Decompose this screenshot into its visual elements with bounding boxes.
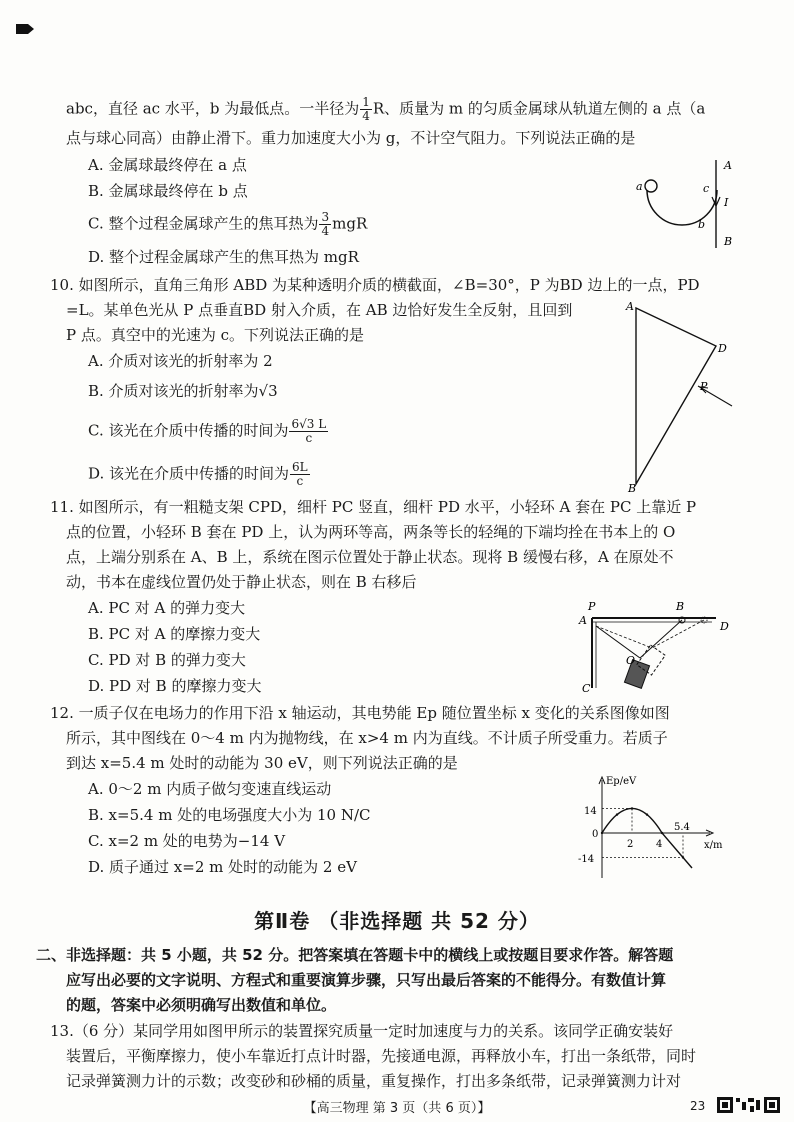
x-tick-2: 2 <box>627 839 634 850</box>
q11-option-b: B. PC 对 A 的摩擦力变大 <box>88 625 261 643</box>
part2-line2: 应写出必要的文字说明、方程式和重要演算步骤，只写出最后答案的不能得分。有数值计算 <box>66 971 667 989</box>
q12-line2: 所示，其中图线在 0～4 m 内为抛物线，在 x>4 m 内为直线。不计质子所受重力。若质子 <box>66 729 668 747</box>
svg-text:A: A <box>724 159 732 172</box>
q13-line3: 记录弹簧测力计的示数；改变砂和砂桶的质量，重复操作，打出多条纸带，记录弹簧测力计对 <box>66 1072 682 1090</box>
q9-option-a: A. 金属球最终停在 a 点 <box>88 156 247 174</box>
svg-text:A: A <box>579 614 587 627</box>
data-point <box>646 813 648 815</box>
y-axis-label: Ep/eV <box>606 776 637 787</box>
q10-line3: P 点。真空中的光速为 c。下列说法正确的是 <box>66 326 365 344</box>
q12-line1: 12. 一质子仅在电场力的作用下沿 x 轴运动，其电势能 Ep 随位置坐标 x 变化的关系图像如图 <box>50 704 670 722</box>
ep-curve <box>602 809 692 869</box>
q9-option-d: D. 整个过程金属球产生的焦耳热为 mgR <box>88 248 359 266</box>
svg-text:I: I <box>724 196 729 209</box>
y-tick-0: 0 <box>592 829 599 840</box>
ep-x-chart <box>570 772 740 884</box>
svg-text:B: B <box>676 600 685 613</box>
svg-text:C: C <box>582 682 591 695</box>
svg-text:B: B <box>724 235 733 248</box>
q12-option-a: A. 0～2 m 内质子做匀变速直线运动 <box>88 780 332 798</box>
semicircle-track <box>647 190 717 225</box>
q12-option-d: D. 质子通过 x=2 m 处时的动能为 2 eV <box>88 858 357 876</box>
svg-text:D: D <box>720 620 729 633</box>
q13-line2: 装置后，平衡摩擦力，使小车靠近打点计时器，先接通电源，再释放小车，打出一条纸带，同时 <box>66 1047 697 1065</box>
x-tick-4: 4 <box>656 839 663 850</box>
y-tick-14: 14 <box>584 806 597 817</box>
q10-option-b: B. 介质对该光的折射率为√3 <box>88 382 278 400</box>
section-title: 第Ⅱ卷 （非选择题 共 52 分） <box>254 909 540 933</box>
q11-line3: 点，上端分别系在 A、B 上，系统在图示位置处于静止状态。现将 B 缓慢右移，A 在原处不 <box>66 548 674 566</box>
q11-option-d: D. PD 对 B 的摩擦力变大 <box>88 677 262 695</box>
x-axis-label: x/m <box>704 840 723 851</box>
data-point <box>682 856 684 858</box>
q11-option-a: A. PC 对 A 的弹力变大 <box>88 599 246 617</box>
triangle-abd <box>636 308 716 484</box>
svg-text:A: A <box>626 300 634 313</box>
q9-option-b: B. 金属球最终停在 b 点 <box>88 182 248 200</box>
q9-figure <box>628 152 738 252</box>
svg-text:P: P <box>588 600 596 613</box>
q10-option-d: D. 该光在介质中传播的时间为 $\frac{6L}{c}$ <box>88 460 308 488</box>
q9-fraction: $\frac{1}{4}$ <box>362 95 370 123</box>
metal-ball <box>645 180 657 192</box>
q11-option-c: C. PD 对 B 的弹力变大 <box>88 651 246 669</box>
q9-line1: abc，直径 ac 水平，b 为最低点。一半径为 $\frac{1}{4}$ R、质量为 m 的匀质金属球从轨道左侧的 a 点（a <box>66 95 706 123</box>
q10-figure <box>622 296 742 496</box>
svg-text:O: O <box>626 654 636 667</box>
q12-line3: 到达 x=5.4 m 处时的动能为 30 eV，则下列说法正确的是 <box>66 754 458 772</box>
page-code: 23 <box>690 1099 706 1113</box>
part2-line1: 二、非选择题：共 5 小题，共 52 分。把答案填在答题卡中的横线上或按题目要求作答。解答题 <box>36 946 674 964</box>
svg-text:a: a <box>636 180 643 193</box>
q10-option-a: A. 介质对该光的折射率为 2 <box>88 352 273 370</box>
page-footer: 【高三物理 第 3 页（共 6 页）】 <box>303 1101 491 1116</box>
q11-line4: 动，书本在虚线位置仍处于静止状态，则在 B 右移后 <box>66 573 417 591</box>
q9-line2: 点与球心同高）由静止滑下。重力加速度大小为 g，不计空气阻力。下列说法正确的是 <box>66 129 636 147</box>
svg-text:c: c <box>703 182 710 195</box>
q11-line2: 点的位置，小轻环 B 套在 PD 上，认为两环等高，两条等长的轻绳的下端均拴在书本上的 O <box>66 523 676 541</box>
q10-line1: 10. 如图所示，直角三角形 ABD 为某种透明介质的横截面，∠B=30°，P 为BD 边上的一点，PD <box>50 276 700 294</box>
data-point <box>601 832 603 834</box>
y-tick-neg14: -14 <box>578 854 595 865</box>
svg-text:b: b <box>698 218 706 231</box>
part2-line3: 的题，答案中必须明确写出数值和单位。 <box>66 996 337 1014</box>
svg-text:P: P <box>700 380 708 393</box>
q10-option-c: C. 该光在介质中传播的时间为 $\frac{6√3 L}{c}$ <box>88 417 327 445</box>
q9-option-c: C. 整个过程金属球产生的焦耳热为 $\frac{3}{4}$ mgR <box>88 210 368 238</box>
q10-line2: =L。某单色光从 P 点垂直BD 射入介质，在 AB 边恰好发生全反射，且回到 <box>66 301 573 319</box>
qr-code-icon <box>716 1096 782 1114</box>
svg-text:B: B <box>628 482 637 495</box>
data-point <box>661 832 663 834</box>
q11-line1: 11. 如图所示，有一粗糙支架 CPD，细杆 PC 竖直，细杆 PD 水平，小轻环 A 套在 PC 上靠近 P <box>50 498 697 516</box>
svg-text:D: D <box>718 342 727 355</box>
q12-option-c: C. x=2 m 处的电势为−14 V <box>88 832 286 850</box>
q12-option-b: B. x=5.4 m 处的电场强度大小为 10 N/C <box>88 806 371 824</box>
q13-line1: 13.（6 分）某同学用如图甲所示的装置探究质量一定时加速度与力的关系。该同学正确安装好 <box>50 1022 674 1040</box>
x-tick-5.4: 5.4 <box>674 822 690 833</box>
data-point <box>616 813 618 815</box>
data-point <box>631 807 633 809</box>
corner-mark <box>14 22 36 36</box>
q11-figure <box>578 600 738 696</box>
